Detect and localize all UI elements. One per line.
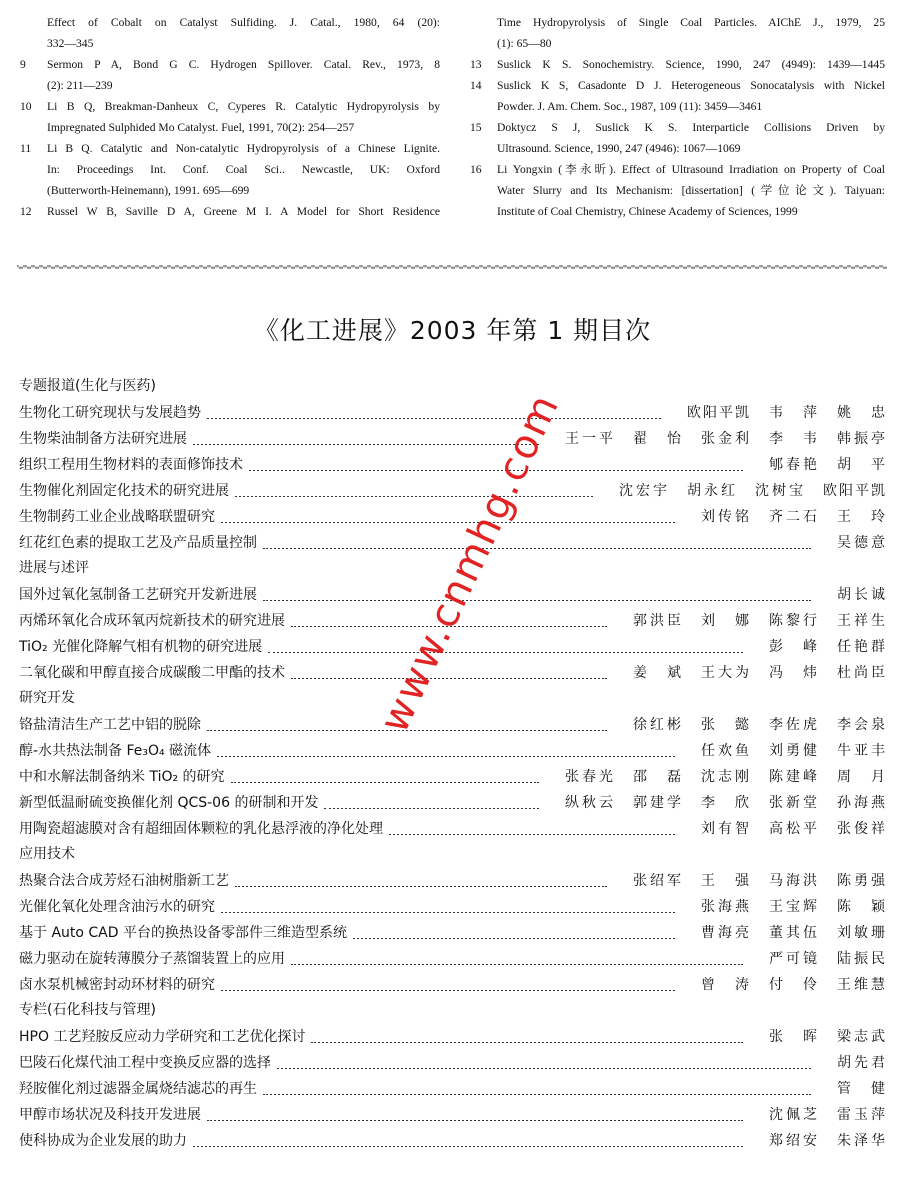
- reference-line: Water Slurry and Its Mechanism: [dissertation] (学位论文). Taiyuan:: [497, 184, 885, 197]
- author-name: 董其伍: [769, 925, 817, 941]
- toc-entry-authors: [817, 1078, 885, 1098]
- author-name: 王 玲: [837, 509, 885, 525]
- toc-entry-title: 丙烯环氧化合成环氧丙烷新技术的研究进展: [19, 613, 285, 629]
- author-name: 王 强: [701, 873, 749, 889]
- toc-entry-authors: [681, 896, 885, 916]
- reference-number: 9: [20, 58, 26, 71]
- toc-entry-title: 二氧化碳和甲醇直接合成碳酸二甲酯的技术: [19, 665, 285, 681]
- author-name: 李 欣: [701, 795, 749, 811]
- author-name: 刘 娜: [701, 613, 749, 629]
- author-name: 张 懿: [701, 717, 749, 733]
- reference-line: Li Yongxin (李永昕). Effect of Ultrasound Irradiation on Property of Coal: [497, 163, 885, 176]
- toc-entry-authors: [749, 1026, 885, 1046]
- toc-title: 《化工进展》2003 年第 1 期目次: [253, 316, 652, 345]
- author-name: 杜尚臣: [837, 665, 885, 681]
- author-name: 王大为: [701, 665, 749, 681]
- author-name: 纵秋云: [565, 795, 613, 811]
- toc-entry[interactable]: [19, 945, 885, 971]
- dot-leader: [193, 1139, 743, 1147]
- toc-entry-title: 红花红色素的提取工艺及产品质量控制: [19, 535, 257, 551]
- toc-entry[interactable]: [19, 659, 885, 685]
- reference-item: [470, 117, 885, 159]
- author-name: 雷玉萍: [837, 1107, 885, 1123]
- author-name: 彭 峰: [769, 639, 817, 655]
- author-name: 欧阳平凯: [687, 405, 749, 421]
- dot-leader: [291, 671, 607, 679]
- dot-leader: [207, 411, 661, 419]
- author-name: 刘勇健: [769, 743, 817, 759]
- reference-line: Effect of Cobalt on Catalyst Sulfiding. J. Catal., 1980, 64 (20):: [47, 16, 440, 29]
- dot-leader: [311, 1035, 743, 1043]
- author-name: 张绍军: [633, 873, 681, 889]
- author-name: 郇春艳: [769, 457, 817, 473]
- toc-entry-title: 光催化氧化处理含油污水的研究: [19, 899, 215, 915]
- toc-entry-title: 组织工程用生物材料的表面修饰技术: [19, 457, 243, 473]
- toc-entry-authors: [667, 402, 885, 422]
- author-name: 韦 萍: [769, 405, 817, 421]
- toc-entry[interactable]: [19, 477, 885, 503]
- author-name: 张新堂: [769, 795, 817, 811]
- toc-entry-authors: [817, 532, 885, 552]
- author-name: 张俊祥: [837, 821, 885, 837]
- author-name: 沈树宝: [755, 483, 803, 499]
- author-name: 刘敏珊: [837, 925, 885, 941]
- toc-entry[interactable]: [19, 1049, 885, 1075]
- reference-line: (1): 65—80: [497, 37, 552, 50]
- toc-entry-authors: [545, 428, 885, 448]
- toc-entry-authors: [817, 1052, 885, 1072]
- toc-section-heading: 研究开发: [19, 690, 75, 706]
- author-name: 陈建峰: [769, 769, 817, 785]
- author-name: 付 伶: [769, 977, 817, 993]
- references-right-column: [0, 12, 885, 222]
- dot-leader: [193, 437, 539, 445]
- toc-entry-title: 用陶瓷超滤膜对含有超细固体颗粒的乳化悬浮液的净化处理: [19, 821, 383, 837]
- author-name: 陈黎行: [769, 613, 817, 629]
- toc-entry-authors: [613, 610, 885, 630]
- toc-section-heading: 专题报道(生化与医药): [19, 378, 156, 394]
- author-name: 翟 怡: [633, 431, 681, 447]
- dot-leader: [217, 749, 675, 757]
- toc-entry[interactable]: [19, 815, 885, 841]
- toc-entry-authors: [749, 454, 885, 474]
- dot-leader: [268, 645, 743, 653]
- reference-line: 332—345: [47, 37, 94, 50]
- toc-section-heading: 专栏(石化科技与管理): [19, 1002, 156, 1018]
- toc-entry-title: 羟胺催化剂过滤器金属烧结滤芯的再生: [19, 1081, 257, 1097]
- author-name: 周 月: [837, 769, 885, 785]
- reference-line: In: Proceedings Int. Conf. Coal Sci.. Newcastle, UK: Oxford: [47, 163, 440, 176]
- author-name: 陆振民: [837, 951, 885, 967]
- reference-line: Institute of Coal Chemistry, Chinese Academy of Sciences, 1999: [497, 205, 798, 218]
- toc-entry[interactable]: [19, 893, 885, 919]
- toc-entry-authors: [681, 922, 885, 942]
- toc-entry-title: 巴陵石化煤代油工程中变换反应器的选择: [19, 1055, 271, 1071]
- author-name: 姜 斌: [633, 665, 681, 681]
- reference-line: (2): 211—239: [47, 79, 113, 92]
- author-name: 李佐虎: [769, 717, 817, 733]
- author-name: 刘有智: [701, 821, 749, 837]
- toc-entry-title: 磁力驱动在旋转薄膜分子蒸馏装置上的应用: [19, 951, 285, 967]
- author-name: 李会泉: [837, 717, 885, 733]
- author-name: 邵 磊: [633, 769, 681, 785]
- author-name: 张 晖: [769, 1029, 817, 1045]
- reference-number: 15: [470, 121, 482, 134]
- dot-leader: [277, 1061, 811, 1069]
- author-name: 任艳群: [837, 639, 885, 655]
- toc-entry-authors: [681, 818, 885, 838]
- wavy-divider: [17, 262, 887, 272]
- toc-entry[interactable]: [19, 971, 885, 997]
- dot-leader: [207, 1113, 743, 1121]
- author-name: 胡先君: [837, 1055, 885, 1071]
- author-name: 朱泽华: [837, 1133, 885, 1149]
- author-name: 张金利: [701, 431, 749, 447]
- author-name: 郑绍安: [769, 1133, 817, 1149]
- toc-entry-title: 甲醇市场状况及科技开发进展: [19, 1107, 201, 1123]
- dot-leader: [235, 489, 593, 497]
- reference-number: 11: [20, 142, 32, 155]
- toc-entry-authors: [681, 974, 885, 994]
- toc-entry[interactable]: [19, 737, 885, 763]
- author-name: 胡 平: [837, 457, 885, 473]
- toc-entry-title: 基于 Auto CAD 平台的换热设备零部件三维造型系统: [19, 925, 347, 941]
- toc-entry[interactable]: [19, 919, 885, 945]
- toc-entry-title: 使科协成为企业发展的助力: [19, 1133, 187, 1149]
- dot-leader: [263, 1087, 811, 1095]
- toc-entry-title: 铬盐清洁生产工艺中铝的脱除: [19, 717, 201, 733]
- watermark: www.cnmhg.com: [371, 386, 569, 740]
- author-name: 李 韦: [769, 431, 817, 447]
- author-name: 牛亚丰: [837, 743, 885, 759]
- reference-item: [470, 75, 885, 117]
- author-name: 陈勇强: [837, 873, 885, 889]
- reference-line: Suslick K S. Sonochemistry. Science, 1990, 247 (4949): 1439—1445: [497, 58, 885, 71]
- author-name: 欧阳平凯: [823, 483, 885, 499]
- toc-entry-title: 醇-水共热法制备 Fe₃O₄ 磁流体: [19, 743, 212, 759]
- toc-entry-title: HPO 工艺羟胺反应动力学研究和工艺优化探讨: [19, 1029, 306, 1045]
- toc-entry-authors: [545, 766, 885, 786]
- toc-entry-authors: [613, 714, 885, 734]
- author-name: 曹海亮: [701, 925, 749, 941]
- toc-entry[interactable]: [19, 1101, 885, 1127]
- author-name: 梁志武: [837, 1029, 885, 1045]
- toc-entry-title: 生物柴油制备方法研究进展: [19, 431, 187, 447]
- reference-line: Suslick K S, Casadonte D J. Heterogeneous Sonocatalysis with Nickel: [497, 79, 885, 92]
- author-name: 王祥生: [837, 613, 885, 629]
- toc-entry-title: 生物催化剂固定化技术的研究进展: [19, 483, 229, 499]
- toc-entry-title: 生物制药工业企业战略联盟研究: [19, 509, 215, 525]
- toc-entry-authors: [599, 480, 885, 500]
- reference-line: Li B Q. Catalytic and Non-catalytic Hydropyrolysis of a Chinese Lignite.: [47, 142, 440, 155]
- reference-item: [470, 159, 885, 222]
- reference-line: Sermon P A, Bond G C. Hydrogen Spillover. Catal. Rev., 1973, 8: [47, 58, 440, 71]
- author-name: 王一平: [565, 431, 613, 447]
- toc-section-heading: 应用技术: [19, 846, 75, 862]
- author-name: 张海燕: [701, 899, 749, 915]
- dot-leader: [231, 775, 539, 783]
- toc-entry[interactable]: [19, 1023, 885, 1049]
- toc-entry-authors: [749, 636, 885, 656]
- toc-section-heading: 进展与述评: [19, 560, 89, 576]
- author-name: 韩振亭: [837, 431, 885, 447]
- toc-entry-authors: [749, 1104, 885, 1124]
- toc-entry-authors: [613, 870, 885, 890]
- dot-leader: [263, 593, 811, 601]
- author-name: 胡长诚: [837, 587, 885, 603]
- toc-entry-authors: [681, 506, 885, 526]
- reference-line: Impregnated Sulphided Mo Catalyst. Fuel, 1991, 70(2): 254—257: [47, 121, 355, 134]
- author-name: 吴德意: [837, 535, 885, 551]
- author-name: 任欢鱼: [701, 743, 749, 759]
- author-name: 严可镜: [769, 951, 817, 967]
- author-name: 齐二石: [769, 509, 817, 525]
- author-name: 徐红彬: [633, 717, 681, 733]
- toc-entry-title: 热聚合法合成芳烃石油树脂新工艺: [19, 873, 229, 889]
- toc-entry[interactable]: [19, 425, 885, 451]
- author-name: 高松平: [769, 821, 817, 837]
- author-name: 冯 炜: [769, 665, 817, 681]
- toc-entry[interactable]: [19, 451, 885, 477]
- author-name: 曾 涛: [701, 977, 749, 993]
- dot-leader: [221, 515, 675, 523]
- toc-entry[interactable]: [19, 1127, 885, 1153]
- reference-line: Li B Q, Breakman-Danheux C, Cyperes R. Catalytic Hydropyrolysis by: [47, 100, 440, 113]
- reference-number: 14: [470, 79, 482, 92]
- toc-entry-title: 国外过氧化氢制备工艺研究开发新进展: [19, 587, 257, 603]
- reference-item: [470, 54, 885, 75]
- author-name: 郭洪臣: [633, 613, 681, 629]
- author-name: 沈志刚: [701, 769, 749, 785]
- dot-leader: [263, 541, 811, 549]
- toc-entry-title: 卤水泵机械密封动环材料的研究: [19, 977, 215, 993]
- reference-number: 16: [470, 163, 482, 176]
- author-name: 陈 颖: [837, 899, 885, 915]
- dot-leader: [221, 983, 675, 991]
- table-of-contents: [19, 373, 885, 1153]
- author-name: 沈宏宇: [619, 483, 667, 499]
- toc-entry[interactable]: [19, 503, 885, 529]
- dot-leader: [324, 801, 539, 809]
- dot-leader: [353, 931, 675, 939]
- author-name: 管 健: [837, 1081, 885, 1097]
- toc-entry-authors: [681, 740, 885, 760]
- reference-line: (Butterworth-Heinemann), 1991. 695—699: [47, 184, 250, 197]
- toc-entry[interactable]: [19, 867, 885, 893]
- dot-leader: [291, 957, 743, 965]
- toc-entry-authors: [817, 584, 885, 604]
- reference-line: Powder. J. Am. Chem. Soc., 1987, 109 (11): 3459—3461: [497, 100, 763, 113]
- toc-entry[interactable]: [19, 763, 885, 789]
- toc-entry[interactable]: [19, 789, 885, 815]
- toc-entry-authors: [613, 662, 885, 682]
- author-name: 刘传铭: [701, 509, 749, 525]
- author-name: 王维慧: [837, 977, 885, 993]
- dot-leader: [389, 827, 675, 835]
- toc-entry-title: 新型低温耐硫变换催化剂 QCS-06 的研制和开发: [19, 795, 319, 811]
- reference-number: 12: [20, 205, 32, 218]
- reference-number: 13: [470, 58, 482, 71]
- dot-leader: [221, 905, 675, 913]
- toc-entry-authors: [545, 792, 885, 812]
- author-name: 王宝辉: [769, 899, 817, 915]
- reference-line: Time Hydropyrolysis of Single Coal Particles. AIChE J., 1979, 25: [497, 16, 885, 29]
- toc-entry-title: TiO₂ 光催化降解气相有机物的研究进展: [19, 639, 263, 655]
- dot-leader: [235, 879, 607, 887]
- references-block: [0, 12, 905, 222]
- toc-entry[interactable]: [19, 711, 885, 737]
- author-name: 张春光: [565, 769, 613, 785]
- author-name: 郭建学: [633, 795, 681, 811]
- reference-line: Doktycz S J, Suslick K S. Interparticle Collisions Driven by: [497, 121, 885, 134]
- toc-entry-title: 生物化工研究现状与发展趋势: [19, 405, 201, 421]
- author-name: 姚 忠: [837, 405, 885, 421]
- author-name: 马海洪: [769, 873, 817, 889]
- reference-item: [470, 12, 885, 54]
- toc-entry[interactable]: [19, 1075, 885, 1101]
- author-name: 沈佩芝: [769, 1107, 817, 1123]
- toc-entry[interactable]: [19, 399, 885, 425]
- toc-entry-authors: [749, 1130, 885, 1150]
- reference-line: Ultrasound. Science, 1990, 247 (4946): 1067—1069: [497, 142, 741, 155]
- author-name: 胡永红: [687, 483, 735, 499]
- reference-line: Russel W B, Saville D A, Greene M I. A Model for Short Residence: [47, 205, 440, 218]
- toc-entry-title: 中和水解法制备纳米 TiO₂ 的研究: [19, 769, 225, 785]
- reference-number: 10: [20, 100, 32, 113]
- toc-entry-authors: [749, 948, 885, 968]
- author-name: 孙海燕: [837, 795, 885, 811]
